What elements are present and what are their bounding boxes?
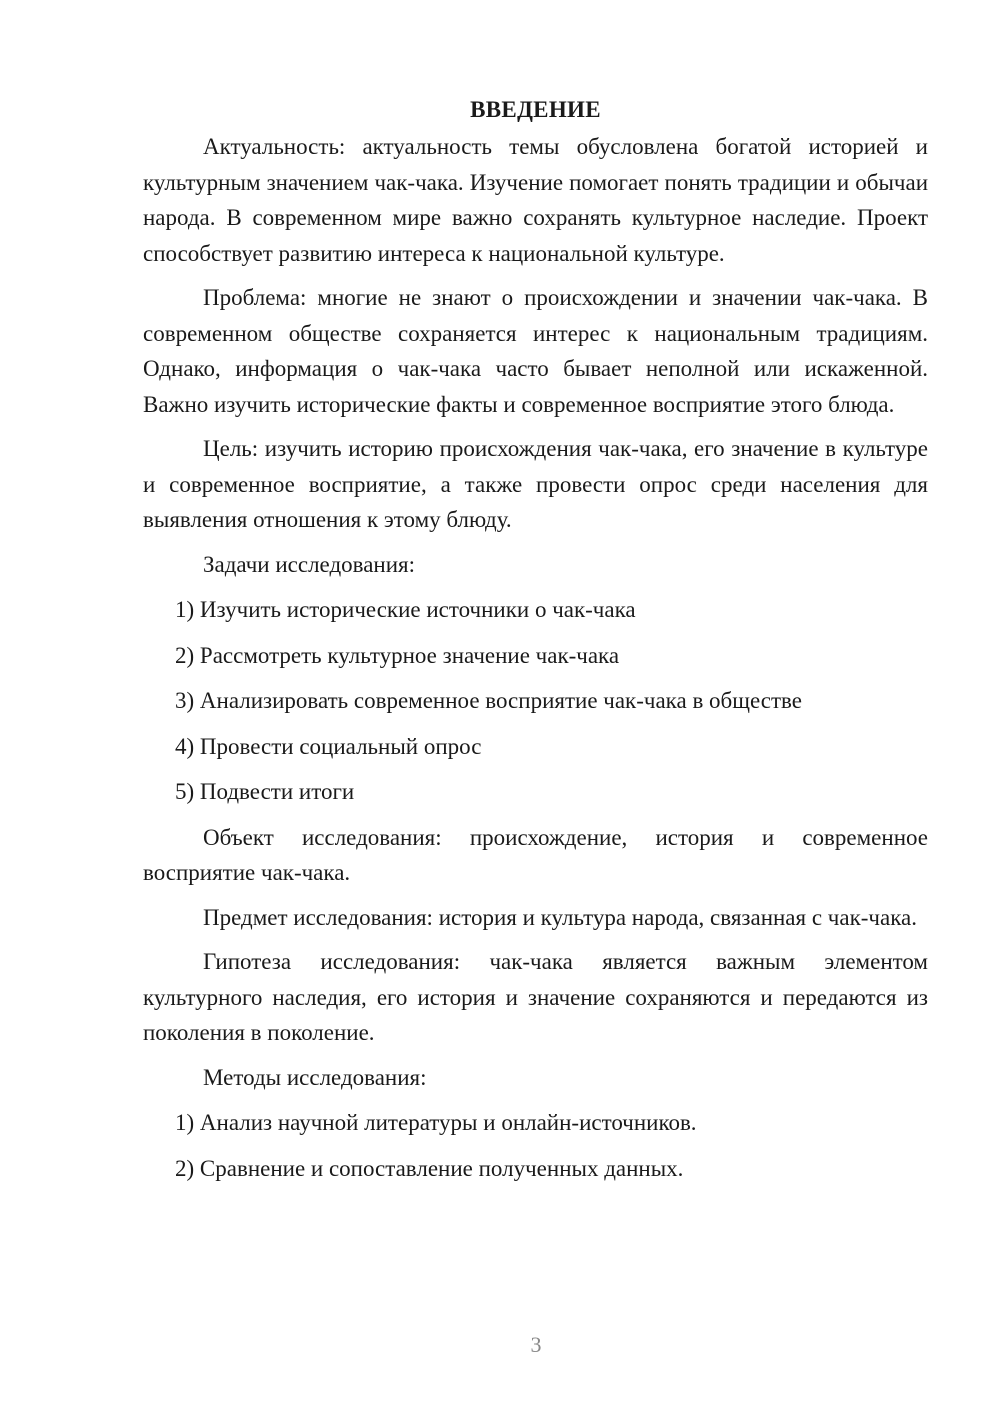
tasks-list	[143, 592, 928, 810]
methods-list	[143, 1105, 928, 1186]
goal-paragraph: Цель: изучить историю происхождения чак-чака, его значение в культуре и современное восприятие, а также провести опрос среди населения для выявления отношения к этому блюду.	[143, 436, 928, 532]
list-item: 3) Анализировать современное восприятие чак-чака в обществе	[175, 688, 802, 713]
list-item: 2) Рассмотреть культурное значение чак-чака	[175, 642, 620, 668]
list-item: 2) Сравнение и сопоставление полученных данных.	[175, 1155, 684, 1181]
list-item: 1) Изучить исторические источники о чак-чака	[175, 597, 636, 622]
page-number: 3	[530, 1332, 542, 1357]
list-item: 4) Провести социальный опрос	[175, 733, 482, 759]
methods-title: Методы исследования:	[203, 1064, 427, 1090]
tasks-title: Задачи исследования:	[203, 551, 416, 577]
page-title: ВВЕДЕНИЕ	[470, 97, 601, 122]
list-item: 1) Анализ научной литературы и онлайн-источников.	[175, 1110, 697, 1135]
document-page	[143, 92, 928, 1196]
problem-paragraph: Проблема: многие не знают о происхождении и значении чак-чака. В современном обществе сохраняется интерес к национальным традициям. Однако, информация о чак-чака часто бывает неполной или искаженной. Важно изучить исторические факты и современное восприятие этого блюда.	[143, 285, 928, 417]
hypothesis-paragraph: Гипотеза исследования: чак-чака является важным элементом культурного наследия, его история и значение сохраняются и передаются из поколения в поколение.	[143, 949, 928, 1045]
relevance-paragraph: Актуальность: актуальность темы обусловлена богатой историей и культурным значением чак-чака. Изучение помогает понять традиции и обычаи народа. В современном мире важно сохранять культурное наследие. Проект способствует развитию интереса к национальной культуре.	[143, 134, 928, 266]
object-paragraph: Объект исследования: происхождение, история и современное восприятие чак-чака.	[143, 824, 928, 885]
list-item: 5) Подвести итоги	[175, 779, 355, 804]
subject-paragraph: Предмет исследования: история и культура народа, связанная с чак-чака.	[203, 904, 917, 930]
